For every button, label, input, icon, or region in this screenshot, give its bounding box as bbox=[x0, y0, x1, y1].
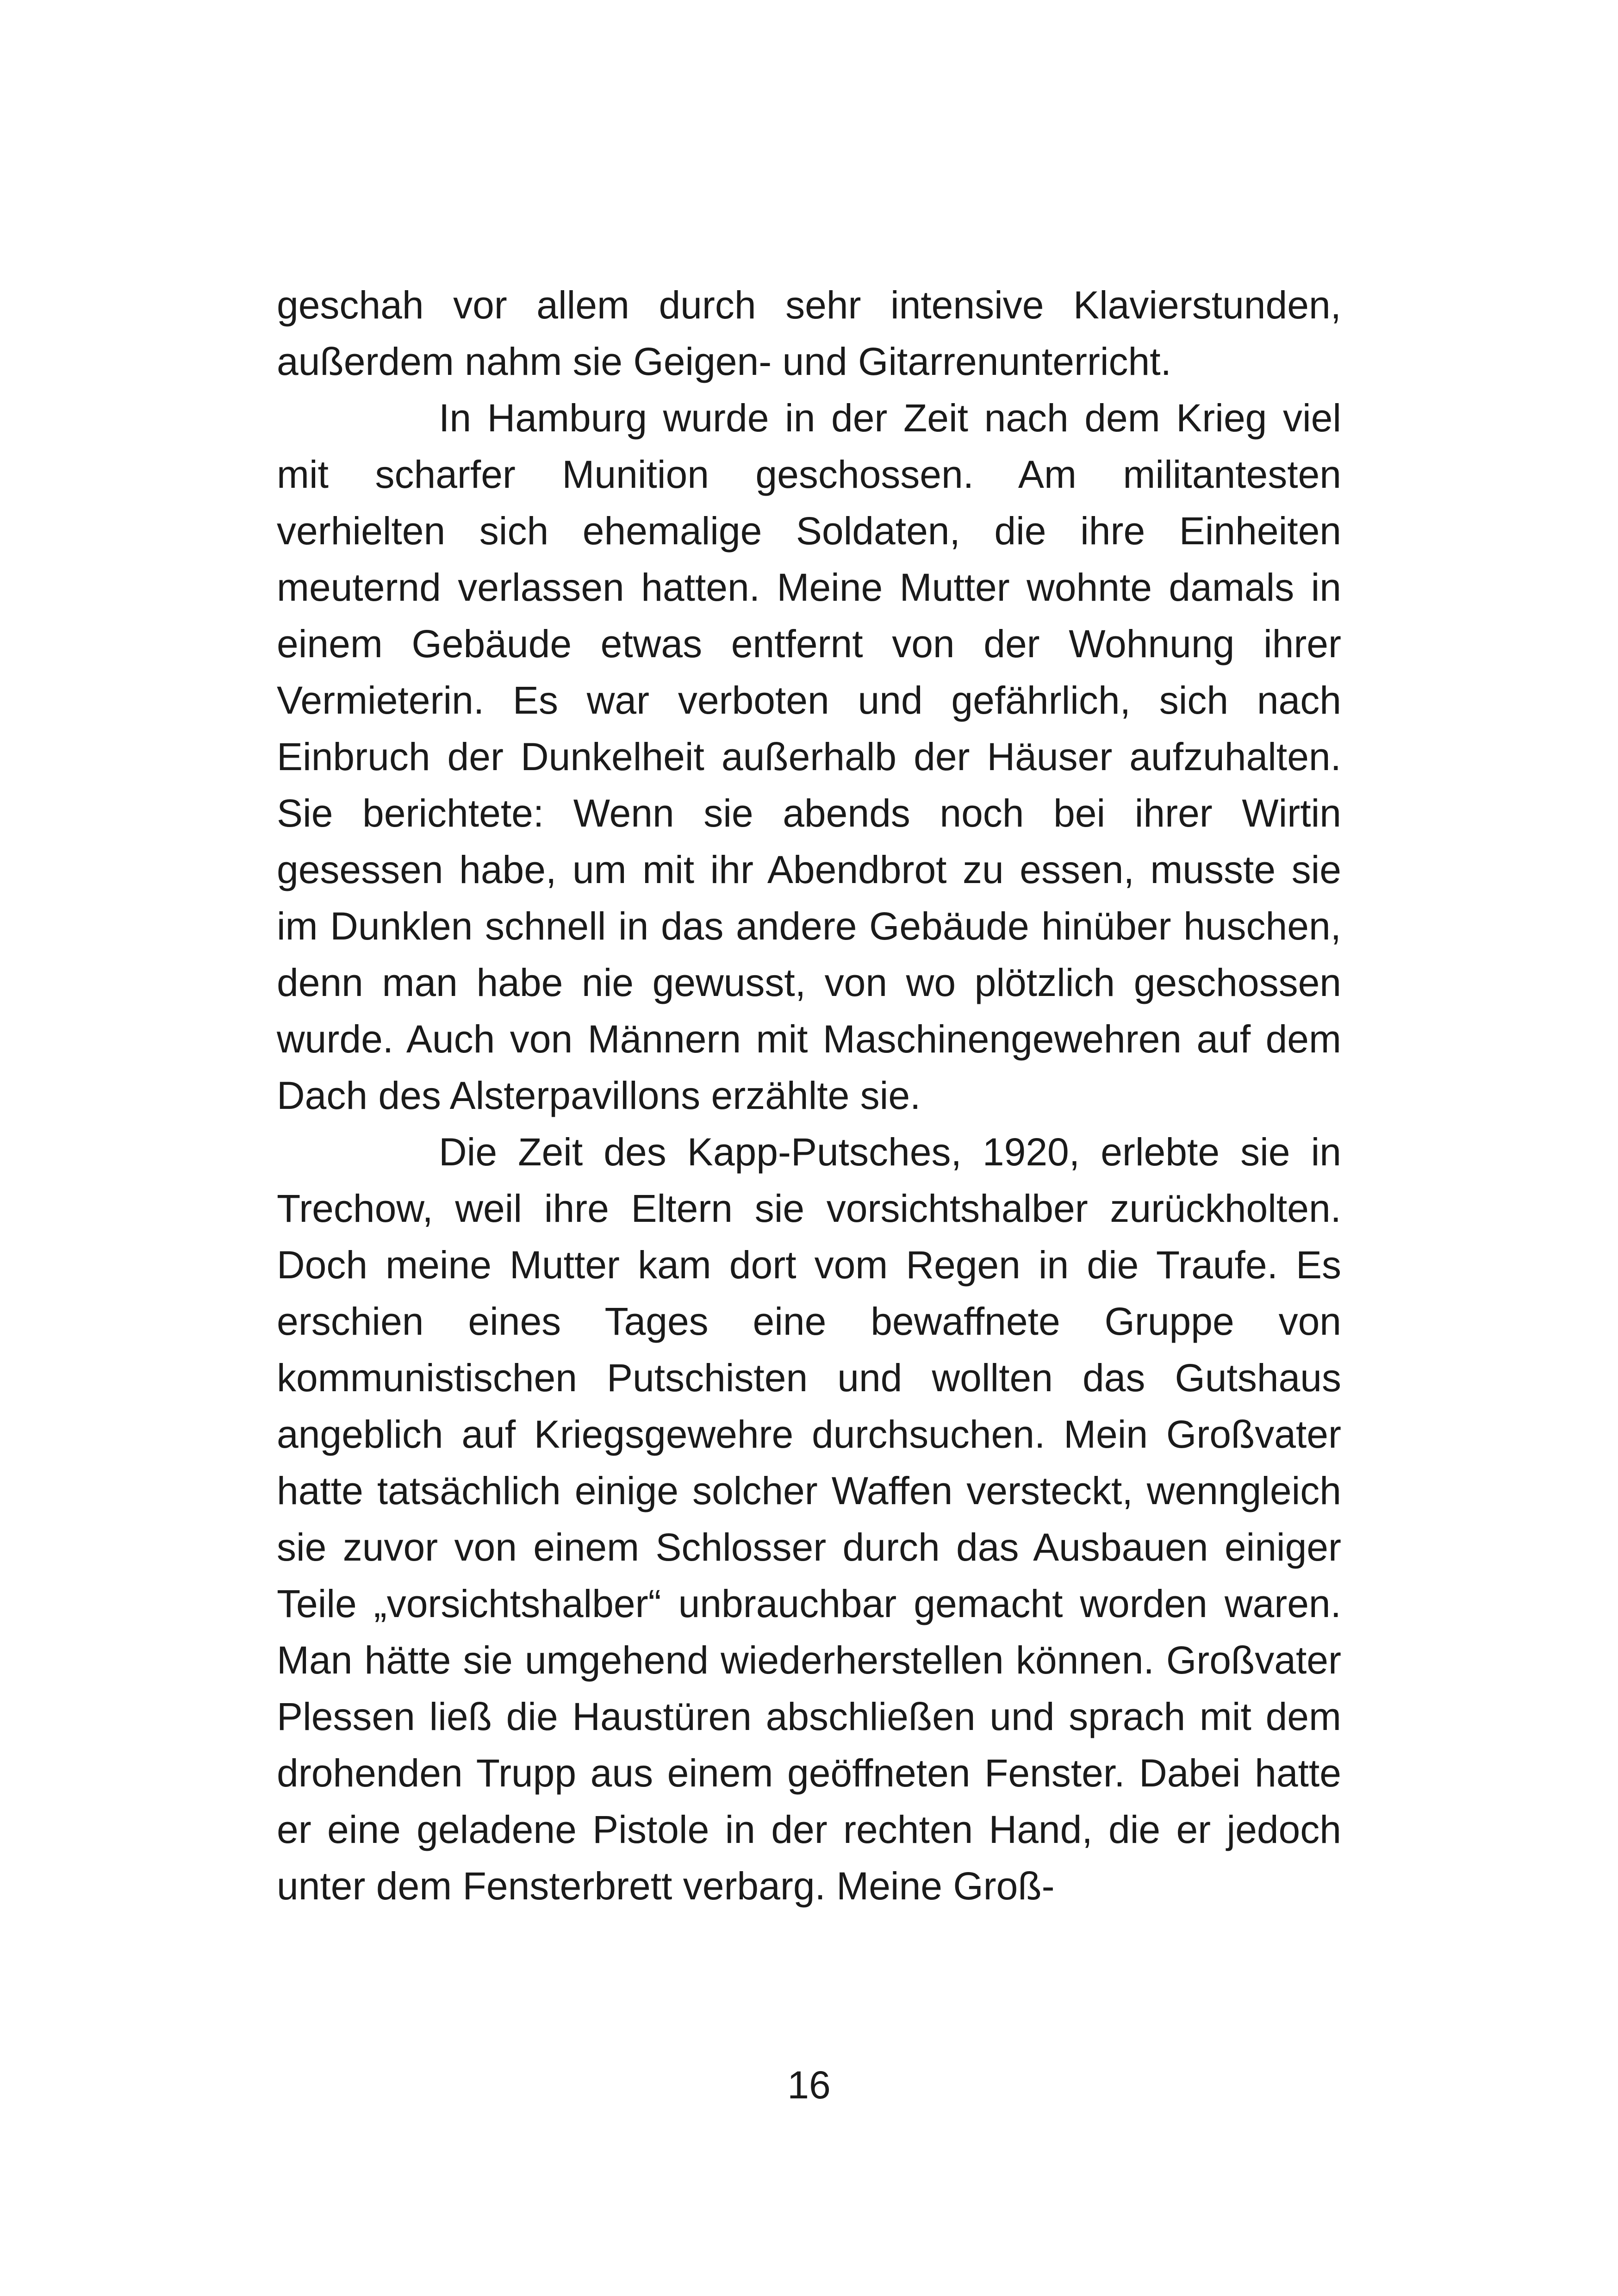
page-number: 16 bbox=[787, 2063, 831, 2107]
paragraph-1: geschah vor allem durch sehr intensive Klavierstunden, außerdem nahm sie Geigen- und Gitarrenunterricht. bbox=[277, 283, 1341, 383]
paragraph-2: In Hamburg wurde in der Zeit nach dem Krieg viel mit scharfer Munition geschossen. Am militantesten verhielten sich ehemalige Soldaten, die ihre Einheiten meuternd verlassen hatten. Meine Mutter wohnte damals in einem Gebäude etwas entfernt von der Wohnung ihrer Vermieterin. Es war verboten und gefährlich, sich nach Einbruch der Dunkelheit außerhalb der Häuser aufzuhalten. Sie berichtete: Wenn sie abends noch bei ihrer Wirtin gesessen habe, um mit ihr Abendbrot zu essen, musste sie im Dunklen schnell in das andere Gebäude hinüber huschen, denn man habe nie gewusst, von wo plötzlich geschossen wurde. Auch von Männern mit Maschinengewehren auf dem Dach des Alsterpavillons erzählte sie. bbox=[277, 396, 1341, 1117]
paragraph-3: Die Zeit des Kapp-Putsches, 1920, erlebte sie in Trechow, weil ihre Eltern sie vorsichtshalber zurückholten. Doch meine Mutter kam dort vom Regen in die Traufe. Es erschien eines Tages eine bewaffnete Gruppe von kommunistischen Putschisten und wollten das Gutshaus angeblich auf Kriegsgewehre durchsuchen. Mein Großvater hatte tatsächlich einige solcher Waffen versteckt, wenngleich sie zuvor von einem Schlosser durch das Ausbauen einiger Teile „vorsichtshalber“ unbrauchbar gemacht worden waren. Man hätte sie umgehend wiederherstellen können. Großvater Plessen ließ die Haustüren abschließen und sprach mit dem drohenden Trupp aus einem geöffneten Fenster. Dabei hatte er eine geladene Pistole in der rechten Hand, die er jedoch unter dem Fensterbrett verbarg. Meine Groß- bbox=[277, 1130, 1341, 1908]
body-text bbox=[277, 277, 1341, 1914]
